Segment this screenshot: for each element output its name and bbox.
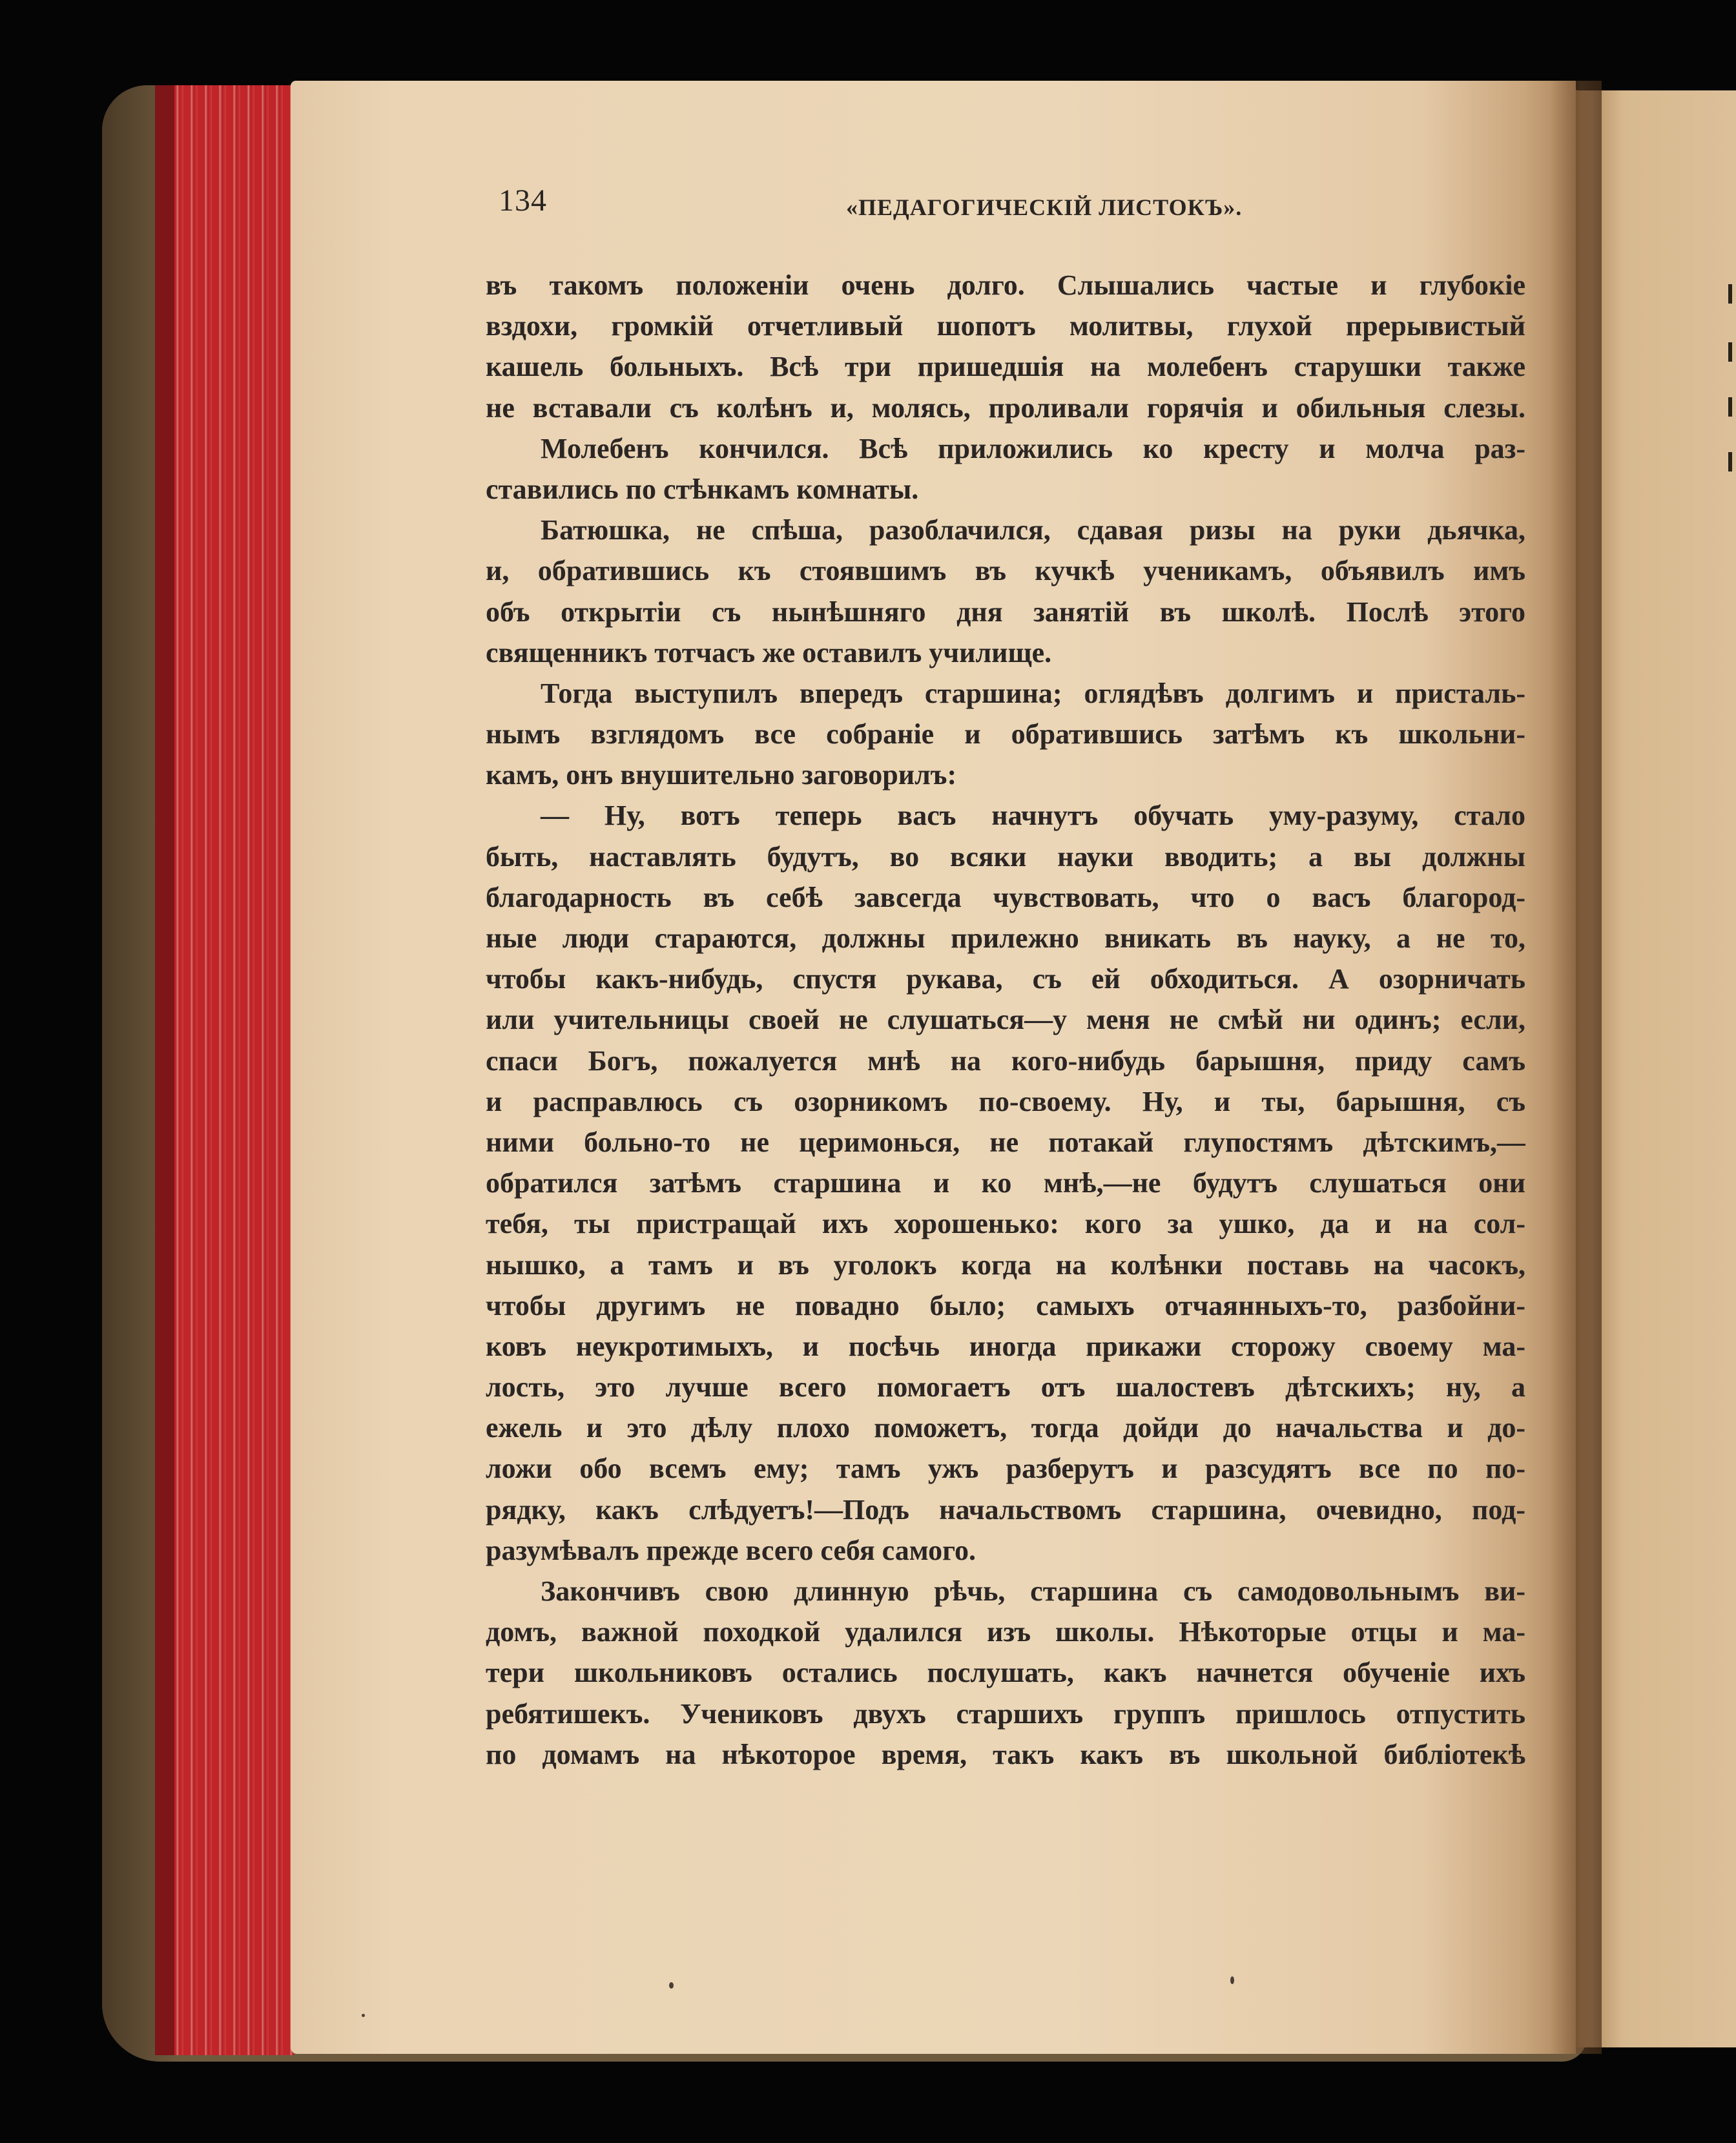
paper-speck — [1230, 1976, 1234, 1984]
text-line: чтобы другимъ не повадно было; самыхъ отчаянныхъ-то, разбойни- — [486, 1289, 1525, 1321]
text-line: — Ну, вотъ теперь васъ начнутъ обучать уму-разуму, стало — [541, 800, 1525, 832]
text-line: или учительницы своей не слушаться—у меня не смѣй ни одинъ; если, — [486, 1004, 1525, 1036]
facing-page-mark — [1728, 397, 1732, 417]
text-line: рядку, какъ слѣдуетъ!—Подъ начальствомъ старшина, очевидно, под- — [486, 1493, 1525, 1526]
facing-page-mark — [1728, 342, 1732, 362]
text-line: нышко, а тамъ и въ уголокъ когда на колѣнки поставь на часокъ, — [486, 1248, 1525, 1281]
text-line: вздохи, громкій отчетливый шопотъ молитвы, глухой прерывистый — [486, 310, 1525, 342]
text-line: и расправлюсь съ озорникомъ по-своему. Ну, и ты, барышня, съ — [486, 1085, 1525, 1117]
page-number: 134 — [499, 183, 547, 218]
text-line: разумѣвалъ прежде всего себя самого. — [486, 1534, 976, 1566]
text-line: Молебенъ кончился. Всѣ приложились ко кресту и молча раз- — [541, 432, 1525, 464]
paper-speck — [669, 1982, 674, 1989]
text-line: обратился затѣмъ старшина и ко мнѣ,—не будутъ слушаться они — [486, 1167, 1525, 1199]
text-line: не вставали съ колѣнъ и, молясь, проливали горячія и обильныя слезы. — [486, 391, 1525, 424]
paper-speck — [362, 2014, 365, 2017]
text-line: Батюшка, не спѣша, разоблачился, сдавая ризы на руки дьячка, — [541, 514, 1525, 546]
text-line: кашель больныхъ. Всѣ три пришедшія на молебенъ старушки также — [486, 351, 1525, 383]
text-line: ставились по стѣнкамъ комнаты. — [486, 473, 919, 505]
text-line: камъ, онъ внушительно заговорилъ: — [486, 759, 957, 791]
running-head: «ПЕДАГОГИЧЕСКІЙ ЛИСТОКЪ». — [846, 194, 1243, 220]
text-line: ежель и это дѣлу плохо поможетъ, тогда дойди до начальства и до- — [486, 1412, 1525, 1444]
text-line: тебя, ты пристращай ихъ хорошенько: кого за ушко, да и на сол- — [486, 1208, 1525, 1240]
text-line: въ такомъ положеніи очень долго. Слышались частые и глубокіе — [486, 269, 1525, 301]
page-gutter — [1550, 81, 1602, 2054]
text-line: священникъ тотчасъ же оставилъ училище. — [486, 636, 1052, 668]
text-line: ные люди стараются, должны прилежно вникать въ науку, а не то, — [486, 922, 1525, 954]
text-line: объ открытіи съ нынѣшняго дня занятій въ школѣ. Послѣ этого — [486, 595, 1525, 628]
text-line: ребятишекъ. Учениковъ двухъ старшихъ группъ пришлось отпустить — [486, 1697, 1525, 1730]
text-line: лость, это лучше всего помогаетъ отъ шалостевъ дѣтскихъ; ну, а — [486, 1371, 1525, 1403]
red-page-edges — [155, 85, 294, 2055]
text-line: быть, наставлять будутъ, во всяки науки вводить; а вы должны — [486, 840, 1525, 873]
text-line: по домамъ на нѣкоторое время, такъ какъ въ школьной библіотекѣ — [486, 1738, 1525, 1770]
text-line: нымъ взглядомъ все собраніе и обратившись затѣмъ къ школьни- — [486, 718, 1525, 751]
text-line: тери школьниковъ остались послушать, какъ начнется обученіе ихъ — [486, 1657, 1525, 1689]
text-line: Тогда выступилъ впередъ старшина; оглядѣвъ долгимъ и присталь- — [541, 677, 1525, 709]
text-line: чтобы какъ-нибудь, спустя рукава, съ ей обходиться. А озорничать — [486, 963, 1525, 995]
text-line: домъ, важной походкой удалился изъ школы. Нѣкоторые отцы и ма- — [486, 1616, 1525, 1648]
facing-page-mark — [1728, 452, 1732, 471]
text-line: ложи обо всемъ ему; тамъ ужъ разберутъ и разсудятъ все по по- — [486, 1453, 1525, 1485]
text-line: Закончивъ свою длинную рѣчь, старшина съ самодовольнымъ ви- — [541, 1575, 1525, 1607]
text-line: ковъ неукротимыхъ, и посѣчь иногда прикажи сторожу своему ма- — [486, 1330, 1525, 1362]
body-text — [486, 265, 1525, 1775]
text-line: ними больно-то не церимонься, не потакай глупостямъ дѣтскимъ,— — [486, 1126, 1525, 1158]
facing-page-mark — [1728, 284, 1732, 304]
text-line: благодарность въ себѣ завсегда чувствовать, что о васъ благород- — [486, 881, 1525, 913]
binding-edge — [155, 85, 174, 2055]
text-line: и, обратившись къ стоявшимъ въ кучкѣ ученикамъ, объявилъ имъ — [486, 555, 1525, 587]
text-line: спаси Богъ, пожалуется мнѣ на кого-нибудь барышня, приду самъ — [486, 1044, 1525, 1077]
